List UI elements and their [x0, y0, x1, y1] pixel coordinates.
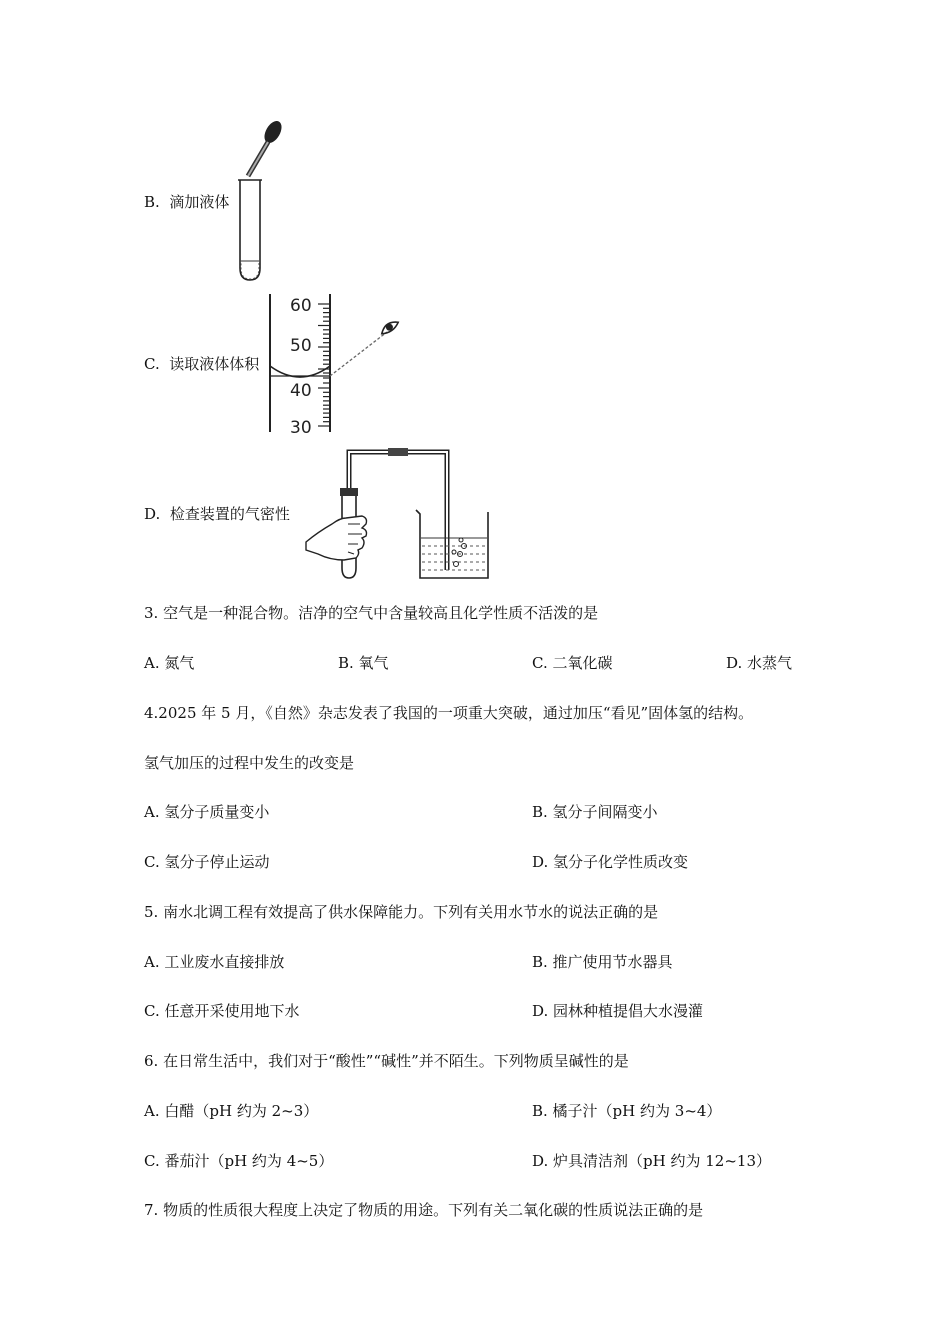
q6-option-a: A. 白醋（pH 约为 2~3） — [144, 1102, 319, 1120]
q3-option-c: C. 二氧化碳 — [532, 654, 613, 672]
q4-option-a: A. 氢分子质量变小 — [144, 803, 270, 821]
beaker — [416, 510, 488, 578]
option-d-text: 检查装置的气密性 — [169, 505, 290, 523]
question-5-stem: 5. 南水北调工程有效提高了供水保障能力。下列有关用水节水的说法正确的是 — [144, 903, 659, 921]
q6-option-b: B. 橘子汁（pH 约为 3~4） — [532, 1102, 722, 1120]
stopper — [340, 488, 358, 496]
question-4-stem: 4.2025 年 5 月，《自然》杂志发表了我国的一项重大突破，通过加压“看见”固体氢的结构。 — [144, 704, 754, 722]
q6-option-c: C. 番茄汁（pH 约为 4~5） — [144, 1152, 334, 1170]
liquid-level — [241, 261, 259, 279]
q6-option-d: D. 炉具清洁剂（pH 约为 12~13） — [532, 1152, 771, 1170]
cylinder-figure — [262, 292, 412, 437]
apparatus-figure — [304, 444, 500, 584]
hand-icon — [306, 516, 367, 560]
q5-option-d: D. 园林种植提倡大水漫灌 — [532, 1002, 704, 1020]
q5-option-b: B. 推广使用节水器具 — [532, 953, 673, 971]
tick-label: 60 — [290, 296, 312, 316]
cylinder-ticks — [318, 304, 330, 426]
sight-line — [330, 332, 387, 376]
q4-option-b: B. 氢分子间隔变小 — [532, 803, 658, 821]
question-4-stem-cont: 氢气加压的过程中发生的改变是 — [144, 754, 355, 772]
option-c-label: C. 读取液体体积 — [144, 355, 260, 373]
option-b-text: 滴加液体 — [169, 193, 230, 211]
meniscus — [270, 366, 330, 377]
q5-option-c: C. 任意开采使用地下水 — [144, 1002, 300, 1020]
q3-option-b: B. 氧气 — [338, 654, 389, 672]
q4-option-d: D. 氢分子化学性质改变 — [532, 853, 689, 871]
q3-option-a: A. 氮气 — [144, 654, 195, 672]
question-7-stem: 7. 物质的性质很大程度上决定了物质的用途。下列有关二氧化碳的性质说法正确的是 — [144, 1201, 704, 1219]
option-c-text: 读取液体体积 — [169, 355, 260, 373]
tick-label: 40 — [290, 381, 312, 401]
test-tube — [240, 180, 260, 280]
dropper-figure — [230, 118, 290, 284]
eye-icon — [379, 319, 400, 337]
q3-option-d: D. 水蒸气 — [726, 654, 793, 672]
option-b-label: B. 滴加液体 — [144, 193, 230, 211]
glass-tube — [349, 452, 447, 570]
option-d-label: D. 检查装置的气密性 — [144, 505, 290, 523]
tick-label: 50 — [290, 336, 312, 356]
q5-option-a: A. 工业废水直接排放 — [144, 953, 285, 971]
dropper-bulb-icon — [261, 118, 285, 146]
question-3-stem: 3. 空气是一种混合物。洁净的空气中含量较高且化学性质不活泼的是 — [144, 604, 599, 622]
q4-option-c: C. 氢分子停止运动 — [144, 853, 270, 871]
tick-label: 30 — [290, 418, 312, 438]
question-6-stem: 6. 在日常生活中，我们对于“酸性”“碱性”并不陌生。下列物质呈碱性的是 — [144, 1052, 629, 1070]
rubber-connector — [388, 448, 408, 456]
